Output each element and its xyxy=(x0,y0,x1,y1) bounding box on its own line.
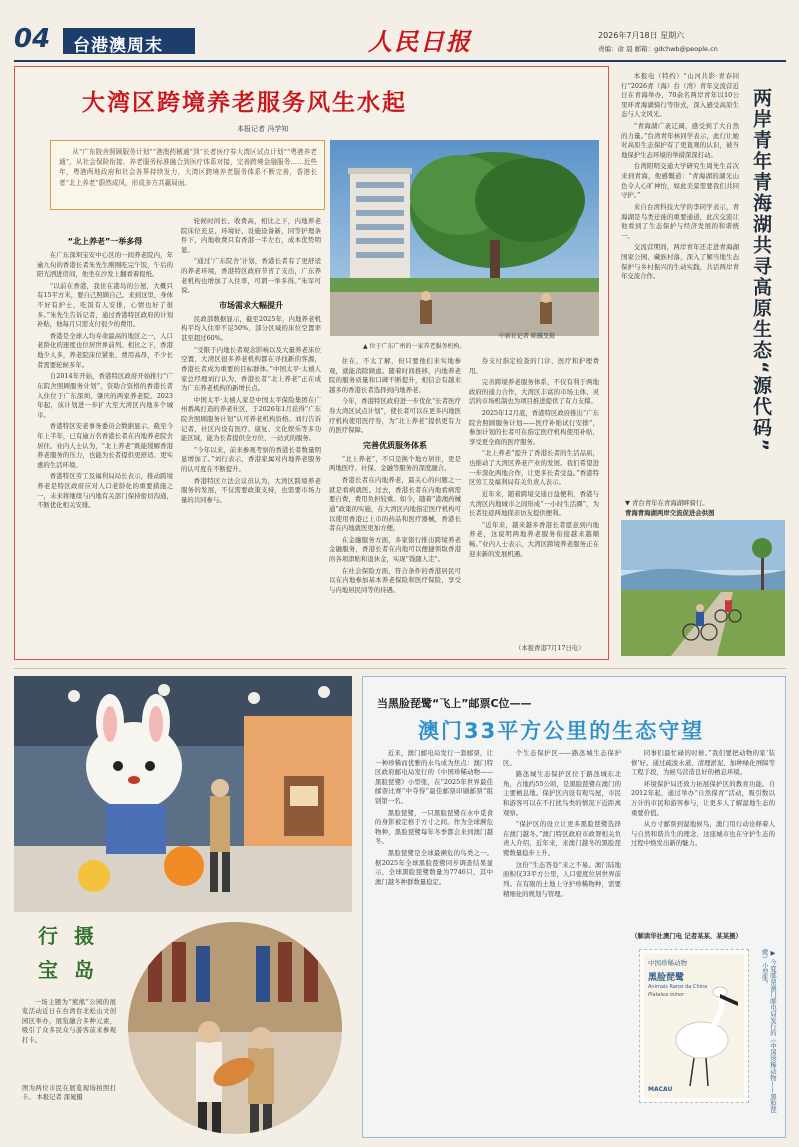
paper-name: 人民日报 xyxy=(368,27,472,56)
paragraph: 香港特区立法会议员认为，大湾区跨境养老服务的发展，不仅需要政策支持，也需要市场力量的共同参与。 xyxy=(181,476,321,504)
exhibition-photo-main xyxy=(14,676,352,912)
paragraph: “近年来，越来越多香港长者愿意到内地养老，这说明两地养老服务衔接越来越顺畅。”业内人士表示，大湾区跨境养老服务正在迎来新的发展机遇。 xyxy=(469,520,599,558)
paragraph: 路氹城生态保护区位于路氹城东北角，占地约55公顷，是黑脸琵鹭在澳门的主要栖息地。保护区内设有观鸟屋，市民和游客可以在不打扰鸟类的情况下近距离观察。 xyxy=(503,770,621,817)
article2-title: 两岸青年青海湖共寻高原生态“源代码” xyxy=(750,88,772,453)
stamp-caption: ▶ 今夏邮票澳门邮电局发行的《中国珍稀动物——黑脸琵鹭》小型张。 xyxy=(760,949,777,1113)
article-macau-ecology xyxy=(362,676,786,1138)
article3-column-3 xyxy=(631,749,775,929)
paragraph: “以前在香港，我住在港岛的公屋，大概只有15平方米，要自己照顾自己。来到这里，身体不好有护士，吃饭有人安排，心情也好了很多。”朱先生告诉记者，通过香港特区政府的计划补贴，他每月只需支付很少的费用。 xyxy=(37,281,173,329)
article2-body xyxy=(621,72,739,492)
paragraph: 完善跨境养老服务体系，不仅有利于两地政府的通力合作，大湾区丰富的市场主体、灵活的市场机制也为项目推进提供了有力支撑。 xyxy=(469,378,599,406)
paragraph: 近年来，随着跨境交通日益便利，香港与大湾区内地城市之间形成“一小时生活圈”，为长者往返两地探亲访友提供便利。 xyxy=(469,489,599,518)
paragraph: 本报电（特约）“山河共影·青春同行”2026青（海）台（湾）青年交流营近日在青海举办，70余名两岸青年以10公里环青海湖骑行等形式，深入感受高原生态与人文风光。 xyxy=(621,72,739,119)
stamp-image xyxy=(639,949,749,1103)
paragraph: 交流营期间，两岸青年还走进青海湖国家公园、藏族村落，深入了解当地生态保护与乡村振兴的生动实践，共话两岸青年交流合作。 xyxy=(621,243,739,281)
article1-summary: 从“广东院舍照顾服务计划”“港澳药械通”到“长者医疗券大湾区试点计划”“粤港养老通”，从社会保险衔接、养老服务标准融合到医疗体系对接，完善跨境金融服务……近些年，粤港两地政府和社会各界持续发力，大湾区跨境养老服务体系不断完善，香港长者“北上养老”蔚然成风，形成多方共赢局面。 xyxy=(59,148,317,187)
paragraph: 黑脸琵鹭是全球最濒危的鸟类之一。据2025年全球黑脸琵鹭同步调查结果显示，全球黑脸琵鹭数量为7746只，其中澳门越冬种群数量稳定。 xyxy=(375,849,493,886)
exhibition-photo-circle xyxy=(128,922,342,1134)
paragraph: 在广东深圳宝安中心区的一间养老院内，年逾九旬的香港长者朱先生刚刚吃完午饭，午后的阳光洒进房间，他坐在沙发上翻看着报纸。 xyxy=(37,251,173,279)
article1-summary-box xyxy=(50,140,325,210)
paragraph: 黑脸琵鹭，一只黑脸琵鹭在水中觅食的身影被定格于方寸之间。作为全球濒危物种，黑脸琵鹭每年冬季都会来到澳门越冬。 xyxy=(375,808,493,846)
stamp-text-4: Platalea minor xyxy=(648,992,685,998)
paragraph: 自2014年开始，香港特区政府开始推行“广东院舍照顾服务计划”，资助合资格的香港长者入住位于广东深圳、肇庆的两家养老院。2023年起，该计划进一步扩大至大湾区内地多个城市。 xyxy=(37,372,173,419)
section-title: 台港澳周末 xyxy=(73,36,163,56)
sidebar-title-word-1: 行 xyxy=(38,924,58,948)
sidebar-title-word-2: 摄 xyxy=(74,924,94,948)
page-number: 04 xyxy=(14,24,51,54)
article3-kicker: 当黑脸琵鹭“飞上”邮票C位—— xyxy=(377,697,532,710)
article1-byline: 本报记者 冯学知 xyxy=(237,125,289,133)
article1-column-3 xyxy=(329,357,461,647)
paragraph: 民政部数据显示，截至2025年，内地养老机构平均入住率不足50%，部分区域的床位空置率甚至超过60%。 xyxy=(181,314,321,343)
paragraph: 今年，香港特区政府进一步优化“长者医疗券大湾区试点计划”，使长者可以在更多内地医疗机构使用医疗券，为“北上养老”提供更有力的医疗保障。 xyxy=(329,397,461,435)
article1-column-1 xyxy=(37,232,173,644)
paragraph: 轮候时间长、收费高，相比之下，内地养老院床位充足、环境好、设施设备新，同等护理条件下，内地收费只有香港一半左右，成本优势明显。 xyxy=(181,217,321,254)
sidebar-body: 一场主题为“熊熊”公园的展览活动近日在台湾台北松山文创园区举办，展览融合多种元素，吸引了众多民众与游客前来参观打卡。 xyxy=(22,999,116,1044)
article-cross-strait-youth-qinghai xyxy=(617,66,789,660)
paragraph: 近来，澳门邮电局发行一套邮票，让一种珍稀而优雅的水鸟成为焦点：澳门特区政府邮电局发行的《中国珍稀动物——黑脸琵鹭》小型张，在“2025年世界最佳邮票比赛”中夺得“最佳邮票印刷邮票”组别第一名。 xyxy=(375,749,493,806)
stamp-text-5: MACAU xyxy=(648,1086,673,1093)
sidebar-title-block xyxy=(22,920,108,990)
article2-photo-caption: ▼ 青台青年在青海湖畔骑行。 xyxy=(625,499,709,507)
issue-date: 2026年7月18日 星期六 xyxy=(598,31,685,40)
article-greater-bay-area-elderly-care xyxy=(14,66,609,660)
article2-photo-credit: 青海青海湖两岸交流促进会供图 xyxy=(625,509,715,517)
paragraph: 香港特区安老事务委员会数据显示，截至今年上半年，已有逾万名香港长者在内地养老院舍居住。业内人士认为，“北上养老”既能缓解香港养老服务的压力，也能为长者提供更舒适、更实惠的生活环境。 xyxy=(37,422,173,469)
paragraph: 香港特区劳工及福利局局长表示，推动跨境养老是特区政府应对人口老龄化的重要措施之一，未来将继续与内地有关部门保持密切沟通，不断优化相关安排。 xyxy=(37,472,173,510)
paragraph: “通过‘广东院舍’计划，香港长者有了更舒适的养老环境，香港特区政府节省了支出，广东养老机构也增加了入住率，可谓一举多得。”朱军可说。 xyxy=(181,257,321,295)
masthead xyxy=(0,0,799,60)
section-banner xyxy=(63,28,195,54)
paragraph: 个生态保护区——路氹城生态保护区。 xyxy=(503,749,621,767)
article1-subhead-2: 市场需求大幅提升 xyxy=(219,300,283,310)
article1-subhead-1: “北上养老”一举多得 xyxy=(67,237,143,246)
paragraph: “北上养老”提升了香港长者的生活品质，也推动了大湾区养老产业的发展。我们希望进一步深化两地合作，让更多长者受益。”香港特区劳工及福利局有关负责人表示。 xyxy=(469,449,599,487)
paragraph: 环境保护局还致力拓展保护区的教育功能。自2012年起，通过举办“自然保育”活动，吸引数以万计的市民和游客参与，让更多人了解湿地生态的重要价值。 xyxy=(631,779,775,817)
article2-photo xyxy=(621,520,785,656)
photo-feature-taiwan-exhibition xyxy=(14,676,352,1138)
paragraph: “今年以来，前来参观考察的香港长者数量明显增加了。”刘行表示，香港家属对内地养老服务的认可度在不断提升。 xyxy=(181,445,321,474)
paragraph: 香港是全球人均寿命最高的地区之一，人口老龄化的速度也位居世界前列。相比之下，香港地少人多，养老院床位紧张、费用高昂，不少长者需要轮候多年。 xyxy=(37,331,173,369)
paragraph: 从方寸邮票到湿地候鸟，澳门用行动诠释着人与自然和谐共生的理念，这座城市也在守护生态的过程中焕发出新的魅力。 xyxy=(631,820,775,848)
paragraph: 香港长者在内地养老，最关心的问题之一就是看病就医。过去，香港长者在内地看病需要自费，费用负担较重。如今，随着“港澳药械通”政策的实施，在大湾区内地指定医疗机构可以使用香港已上市的药品和医疗器械，香港长者在内地就医更加方便。 xyxy=(329,476,461,533)
paragraph: 住在，不太了解，但只要他们来实地参观，就能消除顾虑。随着时间推移，内地养老院的服务质量和口碑不断提升，相信会有越来越多的香港长者选择到内地养老。 xyxy=(329,357,461,394)
article1-title: 大湾区跨境养老服务风生水起 xyxy=(82,90,407,116)
editors-info: 责编：俞 晨 邮箱：gdchwb@people.cn xyxy=(598,45,718,53)
masthead-rule xyxy=(14,60,786,62)
stamp-text-1: 中国珍稀动物 xyxy=(648,959,687,967)
article3-column-2 xyxy=(503,749,621,1129)
paragraph: 在金融服务方面，多家银行推出跨境养老金融服务，香港长者在内地可以便捷领取香港的各项津贴和退休金，实现“钱随人走”。 xyxy=(329,535,461,563)
paragraph: 这份“生态答卷”来之不易。澳门陆地面积仅33平方公里，人口密度位居世界前列。在有限的土地上守护珍稀物种，需要精细化的规划与管理。 xyxy=(503,860,621,898)
paragraph: “受限于内地长者观念影响以及大量养老床位空置，大湾区很多养老机构都在寻找新的客源，香港长者成为重要的目标群体。”中国太平·太禧人家总经理刘行认为，香港长者“北上养老”正在成为广东养老机构的新增长点。 xyxy=(181,345,321,393)
article1-dateline: （本报香港7月17日电） xyxy=(515,644,585,652)
paragraph: 2025年12月底，香港特区政府推出“广东院舍照顾服务计划——医疗补贴试行安排”，参加计划的长者可在指定医疗机构使用补贴，享受更全面的医疗服务。 xyxy=(469,409,599,446)
paragraph: 来自台湾科技大学的李同学表示，青海湖是鸟类迁徙的重要通道，此次交流让他看到了生态保护与经济发展的和谐统一。 xyxy=(621,202,739,240)
paragraph: 在社会保险方面，符合条件的香港居民可以在内地参加基本养老保险和医疗保险，享受与内地居民同等的待遇。 xyxy=(329,566,461,594)
section-divider xyxy=(14,668,786,669)
paragraph: 券支付指定检查的门诊、医疗和护理费用。 xyxy=(469,357,599,375)
sidebar-title-word-4: 岛 xyxy=(74,958,94,982)
paragraph: “青海湖广袤辽阔，感受到了大自然的力量。”台湾青年林同学表示，此行让她对高原生态保护有了更直观的认识，被当地保护生态环境的举措深深打动。 xyxy=(621,122,739,159)
article3-credit: （解读华社澳门电 记者某某、某某摄） xyxy=(631,932,742,940)
stamp-text-2: 黑脸琵鹭 xyxy=(648,973,685,983)
article1-photo-caption: ▲ 位于广东广州的一家养老服务机构。 xyxy=(363,343,466,350)
article1-photo xyxy=(330,140,599,336)
paragraph: 中国太平·太禧人家是中国太平保险集团在广州番禺打造的养老社区，于2026年1月获得“广东院舍照顾服务计划”认可养老机构资格。刘行告诉记者，社区内设有医疗、康复、文化娱乐等多功能区域，能为长者提供全方位、一站式的服务。 xyxy=(181,395,321,443)
paragraph: “保护区的设立让更多黑脸琵鹭选择在澳门越冬。”澳门特区政府市政署相关负责人介绍，近年来，来澳门越冬的黑脸琵鹭数量稳步上升。 xyxy=(503,820,621,858)
article1-column-4 xyxy=(469,357,599,637)
article1-column-2 xyxy=(181,217,321,647)
sidebar-credit: 图为两位市民在展览现场拍照打卡。 本报记者 深晁摄 xyxy=(22,1085,116,1102)
article1-subhead-3: 完善优质服务体系 xyxy=(363,440,427,450)
paragraph: 同事们最忙碌的时候。”我们要把动物的家‘装修’好。通过疏浚水道、清理淤泥、加种绿化屏障等工程手段，为候鸟营造良好的栖息环境。 xyxy=(631,749,775,777)
article3-column-1 xyxy=(375,749,493,1129)
sidebar-title-word-3: 宝 xyxy=(38,958,58,982)
article3-title: 澳门33平方公里的生态守望 xyxy=(418,719,705,743)
paragraph: “北上养老”，不只是换个地方居住，更是两地医疗、社保、金融等服务的深度融合。 xyxy=(329,454,461,473)
paragraph: 台湾阳明交通大学研究生周先生首次来到青海，他感慨道：“青海湖的湖光山色令人心旷神怡，如此美景需要我们共同守护。” xyxy=(621,162,739,200)
stamp-text-3: Animais Raros da China xyxy=(648,984,708,990)
article1-photo-credit: 中新社记者 陈骥旻摄 xyxy=(499,333,555,340)
